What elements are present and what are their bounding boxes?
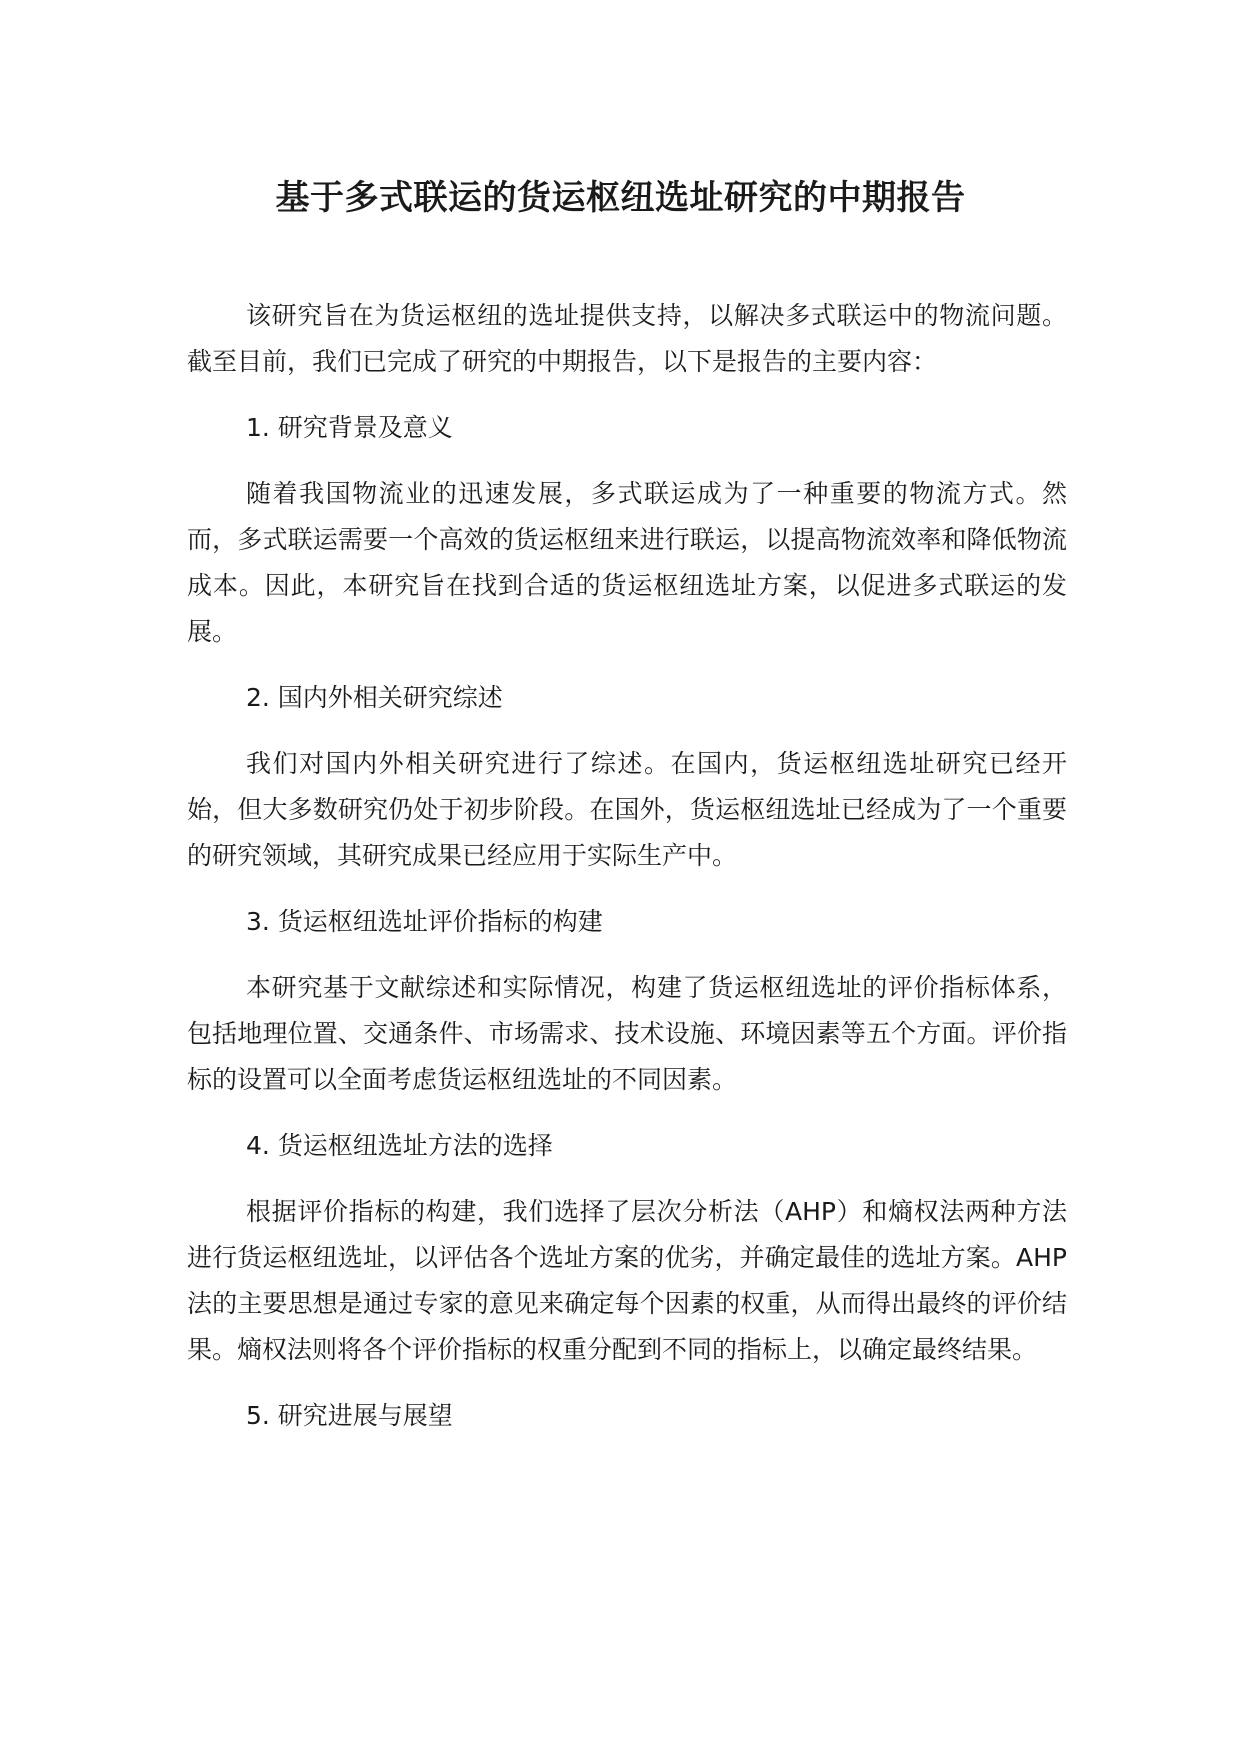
section-body-1: 随着我国物流业的迅速发展，多式联运成为了一种重要的物流方式。然而，多式联运需要一个高效的货运枢纽来进行联运，以提高物流效率和降低物流成本。因此，本研究旨在找到合适的货运枢纽选址方案，以促进多式联运的发展。 — [187, 479, 1067, 646]
section-heading-3: 3. 货运枢纽选址评价指标的构建 — [246, 907, 603, 936]
section-body-2: 我们对国内外相关研究进行了综述。在国内，货运枢纽选址研究已经开始，但大多数研究仍处于初步阶段。在国外，货运枢纽选址已经成为了一个重要的研究领域，其研究成果已经应用于实际生产中。 — [187, 749, 1067, 870]
document-title: 基于多式联运的货运枢纽选址研究的中期报告 — [275, 178, 966, 218]
section-body-3: 本研究基于文献综述和实际情况，构建了货运枢纽选址的评价指标体系，包括地理位置、交通条件、市场需求、技术设施、环境因素等五个方面。评价指标的设置可以全面考虑货运枢纽选址的不同因素。 — [187, 973, 1067, 1094]
section-body-4: 根据评价指标的构建，我们选择了层次分析法（AHP）和熵权法两种方法进行货运枢纽选址，以评估各个选址方案的优劣，并确定最佳的选址方案。AHP 法的主要思想是通过专家的意见来确定每个因素的权重，从而得出最终的评价结果。熵权法则将各个评价指标的权重分配到不同的指标上，以确定最终结果。 — [187, 1197, 1067, 1364]
intro-paragraph: 该研究旨在为货运枢纽的选址提供支持，以解决多式联运中的物流问题。截至目前，我们已完成了研究的中期报告，以下是报告的主要内容： — [187, 301, 1067, 376]
section-heading-5: 5. 研究进展与展望 — [246, 1401, 453, 1430]
document-body — [187, 293, 1067, 1439]
section-heading-1: 1. 研究背景及意义 — [246, 413, 453, 442]
section-heading-4: 4. 货运枢纽选址方法的选择 — [246, 1131, 553, 1160]
section-heading-2: 2. 国内外相关研究综述 — [246, 683, 503, 712]
